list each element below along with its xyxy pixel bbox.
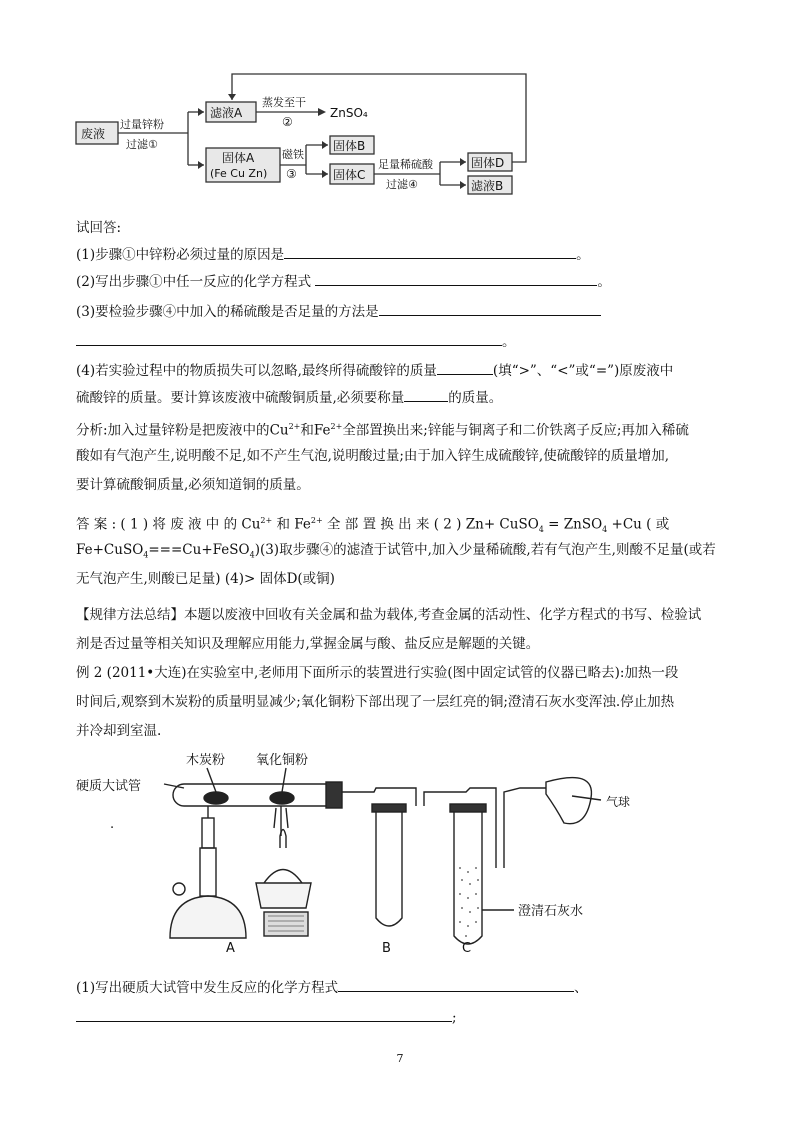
answer-line-3 [76, 570, 724, 588]
step3-num: ③ [286, 167, 297, 181]
last-question-end: ; [452, 1010, 457, 1026]
wire-gauze-base [264, 912, 308, 936]
page-number: 7 [396, 1052, 404, 1065]
cu-charge: 2+ [288, 422, 301, 431]
example2-line-3 [76, 722, 724, 740]
answer-blank-3a[interactable] [379, 302, 601, 316]
analysis-text-2: 酸如有气泡产生,说明酸不足,如不产生气泡,说明酸过量;由于加入锌生成硫酸锌,使硫酸锌的质量增加, [76, 448, 670, 464]
question-4-text-b: (填“>”、“<”或“=”)原废液中 [492, 363, 674, 379]
example2-text-2: 时间后,观察到木炭粉的质量明显减少;氧化铜粉下部出现了一层红亮的铜;澄清石灰水变浑浊.停止加热 [76, 694, 675, 710]
solid-d-label: 固体D [471, 156, 505, 170]
question-3-end: 。 [502, 334, 516, 350]
answer-sub-2: 4 [602, 525, 608, 535]
question-1-end: 。 [576, 247, 590, 263]
step4-op: 过滤④ [386, 178, 418, 191]
last-question-line-2 [76, 1008, 724, 1027]
question-4-text-c: 硫酸锌的质量。要计算该废液中硫酸铜质量,必须要称量 [76, 390, 405, 406]
charcoal-pile [204, 792, 228, 804]
answer-sub-1: 4 [538, 525, 544, 535]
answer-text-1c: 全 部 置 换 出 来 ( 2 ) Zn+ CuSO [322, 516, 539, 533]
question-3-cont [76, 332, 724, 351]
question-1 [76, 245, 724, 264]
hard-tube-label: 硬质大试管 [76, 779, 142, 794]
step2-op: 蒸发至干 [262, 96, 306, 109]
analysis-line-3 [76, 476, 724, 494]
label-a: A [226, 941, 235, 956]
example2-text-3: 并冷却到室温. [76, 723, 162, 739]
example2-text-1: 例 2 (2011•大连)在实验室中,老师用下面所示的装置进行实验(图中固定试管的仪器已略去):加热一段 [76, 665, 679, 681]
example2-line-1 [76, 664, 724, 682]
solid-a-label: 固体A [222, 151, 255, 165]
solid-a-composition: (Fe Cu Zn) [210, 167, 268, 180]
stopper-a [326, 782, 342, 808]
answer-cu-charge: 2+ [260, 516, 273, 525]
question-4-text-a: (4)若实验过程中的物质损失可以忽略,最终所得硫酸锌的质量 [76, 363, 437, 379]
analysis-line-2 [76, 447, 724, 465]
hard-test-tube [173, 784, 326, 806]
cuo-pile [270, 792, 294, 804]
step2-num: ② [282, 115, 293, 129]
answer-text-1b: 和 Fe [272, 516, 311, 533]
apparatus-diagram [76, 748, 636, 963]
answer-text-3: 无气泡产生,则酸已足量) (4)> 固体D(或铜) [76, 571, 335, 587]
limewater-label: 澄清石灰水 [518, 904, 584, 919]
summary-line-2 [76, 635, 724, 653]
answer-text-1a: 答 案 : ( 1 ) 将 废 液 中 的 Cu [76, 516, 261, 533]
analysis-line-1 [76, 418, 724, 440]
last-question-text: (1)写出硬质大试管中发生反应的化学方程式 [76, 980, 339, 996]
step3-op: 磁铁 [282, 148, 304, 161]
intro-line [76, 219, 724, 237]
answer-blank-1[interactable] [284, 245, 576, 259]
answer-line-1 [76, 512, 724, 539]
answer-text-1e: +Cu ( 或 [607, 516, 670, 533]
answer-blank-4b[interactable] [404, 388, 448, 402]
answer-text-2a: Fe+CuSO [76, 542, 144, 558]
answer-text-2c: )(3)取步骤④的滤渣于试管中,加入少量稀硫酸,若有气泡产生,则酸不足量(或若 [254, 542, 716, 558]
solid-b-label: 固体B [333, 139, 366, 153]
alcohol-lamp-a [170, 896, 246, 938]
znso4-label: ZnSO₄ [330, 106, 368, 120]
test-tube-c [454, 810, 482, 944]
question-1-text: (1)步骤①中锌粉必须过量的原因是 [76, 247, 285, 263]
last-question-sep: 、 [574, 980, 588, 996]
answer-sub-4: 4 [249, 550, 255, 560]
last-question-line-1 [76, 978, 724, 997]
cuo-label: 氧化铜粉 [256, 753, 309, 768]
filtrate-a-label: 滤液A [210, 106, 243, 120]
summary-line-1 [76, 606, 724, 624]
fe-ion: Fe [313, 422, 331, 439]
intro-text: 试回答: [76, 220, 122, 236]
label-b: B [382, 941, 391, 956]
stopper-c [450, 804, 486, 812]
question-2 [76, 272, 724, 291]
answer-blank-2[interactable] [315, 272, 597, 286]
summary-text-1: 【规律方法总结】本题以废液中回收有关金属和盐为载体,考查金属的活动性、化学方程式的书写、检验试 [76, 607, 702, 623]
stray-dot: . [110, 817, 115, 832]
answer-blank-5a[interactable] [338, 978, 574, 992]
step1-reagent: 过量锌粉 [120, 118, 164, 131]
solid-c-label: 固体C [333, 168, 366, 182]
step1-op: 过滤① [126, 138, 158, 151]
answer-blank-5b[interactable] [76, 1008, 452, 1022]
summary-text-2: 剂是否过量等相关知识及理解应用能力,掌握金属与酸、盐反应是解题的关键。 [76, 636, 540, 652]
example2-line-2 [76, 693, 724, 711]
alcohol-lamp-b [256, 883, 311, 908]
delivery-tube-2 [424, 788, 496, 868]
step4-reagent: 足量稀硫酸 [378, 158, 433, 171]
answer-blank-4a[interactable] [437, 361, 493, 375]
balloon-label: 气球 [606, 795, 631, 809]
question-2-end: 。 [597, 274, 611, 290]
question-2-text: (2)写出步骤①中任一反应的化学方程式 [76, 274, 312, 290]
test-tube-b [376, 810, 402, 926]
delivery-tube-3 [504, 788, 546, 868]
answer-text-2b: ===Cu+FeSO [148, 542, 250, 558]
limewater-dots [459, 867, 479, 937]
analysis-text-3: 要计算硫酸铜质量,必须知道铜的质量。 [76, 477, 310, 493]
question-4 [76, 361, 724, 380]
stopper-b [372, 804, 406, 812]
analysis-text-1b: 全部置换出来;锌能与铜离子和二价铁离子反应;再加入稀硫 [342, 422, 689, 439]
delivery-tube-1 [342, 788, 416, 806]
answer-sub-3: 4 [143, 550, 149, 560]
waste-label: 废液 [81, 127, 106, 141]
charcoal-label: 木炭粉 [186, 753, 226, 768]
question-3 [76, 302, 724, 321]
filtrate-b-label: 滤液B [471, 179, 504, 193]
question-4-text-d: 的质量。 [448, 390, 503, 406]
answer-blank-3b[interactable] [76, 332, 502, 346]
analysis-and: 和 [300, 422, 314, 439]
answer-line-2 [76, 541, 724, 565]
answer-text-1d: = ZnSO [543, 516, 603, 533]
label-c: C [462, 941, 472, 956]
question-4-cont [76, 388, 724, 407]
fe-charge: 2+ [330, 422, 343, 431]
analysis-text-1a: 分析:加入过量锌粉是把废液中的 [76, 422, 270, 439]
question-3-text: (3)要检验步骤④中加入的稀硫酸是否足量的方法是 [76, 304, 379, 320]
balloon [546, 778, 591, 824]
cu-ion: Cu [269, 422, 289, 439]
recycling-flowchart [68, 62, 528, 202]
answer-fe-charge: 2+ [310, 516, 323, 525]
